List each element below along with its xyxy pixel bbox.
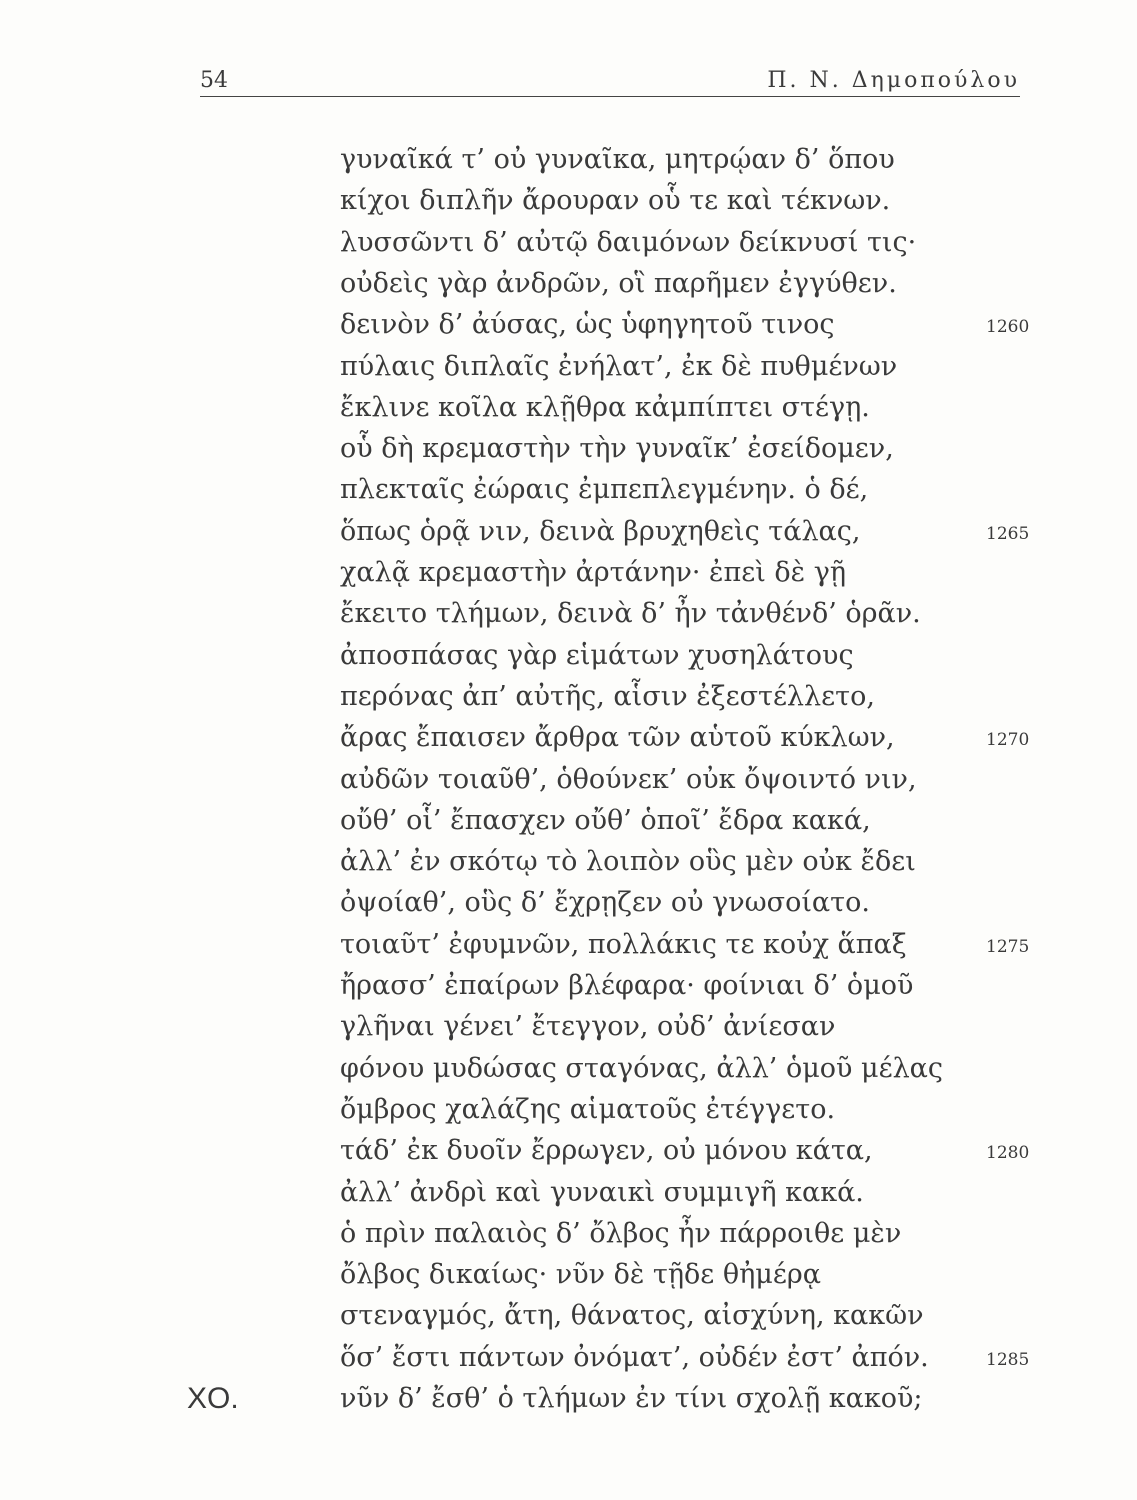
verse-line: κίχοι διπλῆν ἄρουραν οὗ τε καὶ τέκνων. — [340, 185, 891, 217]
verse-line: ἔκλινε κοῖλα κλῇθρα κἀμπίπτει στέγῃ. — [340, 391, 870, 423]
verse-line: περόνας ἀπ’ αὐτῆς, αἷσιν ἐξεστέλλετο, — [340, 680, 875, 712]
speaker-label: ΧΟ. — [187, 1382, 239, 1415]
line-number: 1260 — [986, 317, 1030, 338]
verse-line: αὐδῶν τοιαῦθ’, ὁθούνεκ’ οὐκ ὄψοιντό νιν, — [340, 763, 917, 795]
verse-line: ὅπως ὁρᾷ νιν, δεινὰ βρυχηθεὶς τάλας, — [340, 515, 861, 547]
verse-line: οὗ δὴ κρεμαστὴν τὴν γυναῖκ’ ἐσείδομεν, — [340, 433, 894, 465]
verse-line: ἀλλ’ ἐν σκότῳ τὸ λοιπὸν οὓς μὲν οὐκ ἔδει — [340, 846, 916, 878]
verse-line: ὀψοίαθ’, οὓς δ’ ἔχρῃζεν οὐ γνωσοίατο. — [340, 887, 870, 919]
line-number: 1280 — [986, 1143, 1030, 1164]
verse-line: οὐδεὶς γὰρ ἀνδρῶν, οἳ παρῆμεν ἐγγύθεν. — [340, 267, 897, 299]
verse-line: λυσσῶντι δ’ αὐτῷ δαιμόνων δείκνυσί τις· — [340, 226, 917, 258]
verse-line: ἤρασσ’ ἐπαίρων βλέφαρα· φοίνιαι δ’ ὁμοῦ — [340, 970, 914, 1001]
verse-line: οὔθ’ οἷ’ ἔπασχεν οὔθ’ ὁποῖ’ ἔδρα κακά, — [340, 804, 871, 836]
verse-line: ἀποσπάσας γὰρ εἱμάτων χυσηλάτους — [340, 639, 854, 671]
verse-line: πλεκταῖς ἐώραις ἐμπεπλεγμένην. ὁ δέ, — [340, 474, 869, 506]
verse-line: ὄλβος δικαίως· νῦν δὲ τῇδε θἠμέρᾳ — [340, 1259, 821, 1291]
verse-line: νῦν δ’ ἔσθ’ ὁ τλήμων ἐν τίνι σχολῇ κακοῦ; — [340, 1383, 923, 1414]
verse-line: στεναγμός, ἄτη, θάνατος, αἰσχύνη, κακῶν — [340, 1300, 924, 1332]
verse-line: γλῆναι γένει’ ἔτεγγον, οὐδ’ ἀνίεσαν — [340, 1011, 836, 1043]
verse-line: ἄρας ἔπαισεν ἄρθρα τῶν αὑτοῦ κύκλων, — [340, 722, 895, 754]
verse-line: πύλαις διπλαῖς ἐνήλατ’, ἐκ δὲ πυθμένων — [340, 350, 898, 382]
verse-line: ὁ πρὶν παλαιὸς δ’ ὄλβος ἦν πάρροιθε μὲν — [340, 1217, 902, 1249]
line-number: 1275 — [986, 936, 1030, 957]
verse-line: δεινὸν δ’ ἀύσας, ὡς ὑφηγητοῦ τινος — [340, 309, 835, 341]
page-number: 54 — [200, 68, 228, 93]
verse-line: ὅσ’ ἔστι πάντων ὀνόματ’, οὐδέν ἐστ’ ἀπόν. — [340, 1341, 929, 1373]
line-number: 1270 — [986, 730, 1030, 751]
verse-line: γυναῖκά τ’ οὐ γυναῖκα, μητρῴαν δ’ ὅπου — [340, 144, 895, 175]
verse-line: ἔκειτο τλήμων, δεινὰ δ’ ἦν τἀνθένδ’ ὁρᾶν. — [340, 598, 921, 630]
line-number: 1285 — [986, 1349, 1030, 1370]
verse-line: τάδ’ ἐκ δυοῖν ἔρρωγεν, οὐ μόνου κάτα, — [340, 1135, 873, 1167]
verse-line: ὄμβρος χαλάζης αἱματοῦς ἐτέγγετο. — [340, 1093, 836, 1125]
line-number: 1265 — [986, 523, 1030, 544]
running-head: Π. Ν. Δημοπούλου — [767, 68, 1020, 93]
verse-line: χαλᾷ κρεμαστὴν ἀρτάνην· ἐπεὶ δὲ γῇ — [340, 557, 847, 588]
verse-line: ἀλλ’ ἀνδρὶ καὶ γυναικὶ συμμιγῆ κακά. — [340, 1176, 864, 1208]
verse-line: τοιαῦτ’ ἐφυμνῶν, πολλάκις τε κοὐχ ἅπαξ — [340, 928, 907, 960]
verse-line: φόνου μυδώσας σταγόνας, ἀλλ’ ὁμοῦ μέλας — [340, 1052, 944, 1084]
